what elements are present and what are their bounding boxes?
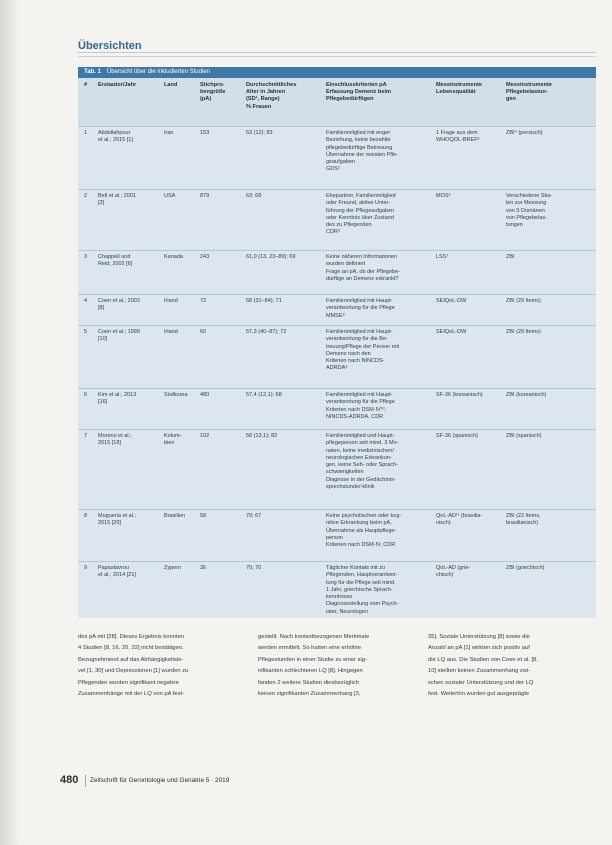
- row-age: 70; 67: [246, 513, 262, 519]
- row-burden: ZBI⁴ (persisch): [506, 130, 543, 136]
- row-country: USA: [164, 193, 176, 199]
- row-quality-of-life: QoL-AD (grie- chisch): [436, 565, 471, 579]
- row-author: Mugueria et al.; 2015 [20]: [98, 513, 136, 527]
- row-sample: 60: [200, 329, 207, 335]
- table-row: [78, 325, 596, 389]
- row-sample: 58: [200, 513, 207, 519]
- header-sample: Stichpro- bengröße (pA): [200, 82, 226, 103]
- row-country: Irland: [164, 298, 178, 304]
- row-num: 3: [84, 254, 88, 260]
- row-quality-of-life: SEIQoL-DW: [436, 298, 467, 304]
- row-criteria: Familienmitglied mit enger Beziehung, keine bezahlte pflegebedürftige Betreuung Übernahme der meisten Pfle- geaufgaben GDS²: [326, 130, 398, 173]
- header-num: #: [84, 82, 88, 88]
- row-criteria: Ehepartner, Familienmitglied oder Freund, aktive Unter- führung der Pflegeaufgaben oder Kenntnis über Zustand des zu Pflegenden CDR⁵: [326, 193, 396, 236]
- row-num: 5: [84, 329, 88, 335]
- body-column-1: des pA mit [28]. Dieses Ergebnis konnten 4 Studien [8, 16, 20, 32] nicht bestätigen. Bezugnehmend auf das Abhängigkeitsle- vel [1, 30] und Depressionen [1] wurden zu Pflegenden wurden signifikant negative Zusammenhänge mit der LQ von pA fest-: [78, 634, 189, 698]
- section-header: [78, 36, 596, 53]
- page-footer: [60, 774, 600, 788]
- row-quality-of-life: LSS⁷: [436, 254, 449, 260]
- row-age: 63; 68: [246, 193, 262, 199]
- row-num: 9: [84, 565, 88, 571]
- section-divider: [78, 56, 596, 57]
- table-row: [78, 189, 596, 251]
- row-criteria: Keine psychotischen oder kog- nitive Erkrankung beim pA, Übernahme als Hauptpflege- person Kriterien nach DSM-IV, CDR: [326, 513, 402, 549]
- row-burden: ZBI (29 Items): [506, 298, 541, 304]
- table-row: [78, 388, 596, 430]
- row-quality-of-life: SF-36 (koreanisch): [436, 392, 483, 398]
- table-row: [78, 250, 596, 295]
- row-burden: Verschiedene Ska- len zur Messung von 5 Domänen von Pflegebelas- tungen: [506, 193, 553, 229]
- row-country: Iran: [164, 130, 174, 136]
- row-author: Moreno et al.; 2015 [18]: [98, 433, 132, 447]
- table-caption-text: Übersicht über die inkludierten Studien: [106, 69, 210, 75]
- row-burden: ZBI: [506, 254, 515, 260]
- row-num: 1: [84, 130, 88, 136]
- row-burden: ZBI (koreanisch): [506, 392, 547, 398]
- row-criteria: Keine näheren Informationen wurden definiert Frage an pA, ob der Pflegebe- dürftige an Demenz erkrankt?: [326, 254, 400, 282]
- table-caption-label: Tab. 1: [84, 69, 101, 75]
- row-author: Kim et al.; 2013 [16]: [98, 392, 137, 406]
- row-num: 8: [84, 513, 88, 519]
- row-sample: 102: [200, 433, 210, 439]
- row-criteria: Familienmitglied mit Haupt- verantwortung für die Be- treuung/Pflege der Person mit Demenz nach den Kriterien nach NINCDS- ADRDA⁹: [326, 329, 400, 372]
- row-criteria: Familienmitglied und Haupt- pflegeperson seit mind. 3 Mo- naten, keine medizinischen/ neurologischen Erkrankun- gen, keine Seh- oder Sprach- schwierigkeiten Diagnose in der Gedächtnis- sprechstunde/-klinik: [326, 433, 399, 491]
- table-row: [78, 561, 596, 619]
- row-country: Irland: [164, 329, 178, 335]
- row-sample: 153: [200, 130, 210, 136]
- row-age: 58 (31–84); 71: [246, 298, 282, 304]
- table-caption: [78, 67, 596, 78]
- body-column-2: gestellt. Nach kontextbezogenen Merkmale werden ermittelt. So hatten eine erhöhte Pflegestunden in einer Studie zu einer sig- nifikanten schlechteren LQ [8]. Hingegen fanden 2 weitere Studien diesbezüglich keinen signifikanten Zusammenhang [3,: [258, 634, 370, 698]
- row-num: 7: [84, 433, 88, 439]
- row-author: Chappell und Reid; 2002 [6]: [98, 254, 133, 268]
- row-sample: 879: [200, 193, 210, 199]
- body-column-3: 35]. Soziale Unterstützung [8] sowie die Anzahl an pA [1] wirkten sich positiv auf die LQ aus. Die Studien von Coen et al. [8, 10] stellten keinen Zusammenhang zwi- schen sozialer Unterstützung und der LQ fest. Weiterhin wurden gut ausgeprägte: [428, 634, 538, 698]
- row-quality-of-life: 1 Frage aus dem WHOQOL-BREF³: [436, 130, 480, 144]
- row-quality-of-life: MOS⁶: [436, 193, 451, 199]
- row-burden: ZBI (griechisch): [506, 565, 545, 571]
- row-sample: 480: [200, 392, 210, 398]
- row-age: 58 (13,1); 82: [246, 433, 278, 439]
- row-quality-of-life: SEIQoL-DW: [436, 329, 467, 335]
- header-criteria: Einschlusskriterien pA Erfassung Demenz beim Pflegebedürftigen: [326, 82, 391, 103]
- row-age: 53 (12); 83: [246, 130, 273, 136]
- journal-citation: Zeitschrift für Gerontologie und Geriatrie 5 · 2019: [90, 777, 230, 784]
- page-edge-shadow: [0, 0, 20, 845]
- row-age: 70; 70: [246, 565, 262, 571]
- header-author: Erstautor/Jahr: [98, 82, 137, 88]
- row-author: Abdollahpour et al.; 2015 [1]: [98, 130, 133, 144]
- table-row: [78, 126, 596, 190]
- row-age: 57,4 (12,1); 68: [246, 392, 282, 398]
- row-author: Bell et al.; 2001 [3]: [98, 193, 136, 207]
- table-row: [78, 429, 596, 510]
- row-country: Brasilien: [164, 513, 186, 519]
- page-number: 480: [60, 774, 79, 786]
- row-burden: ZBI (29 Items): [506, 329, 541, 335]
- table-row: [78, 294, 596, 326]
- row-burden: ZBI (spanisch): [506, 433, 542, 439]
- row-criteria: Familienmitglied mit Haupt- verantwortung für die Pflege Kriterien nach DSM-IV¹⁰, NINCDS-ADRDA, CDR: [326, 392, 395, 420]
- row-country: Kolum- bien: [164, 433, 182, 447]
- row-num: 4: [84, 298, 88, 304]
- row-author: Papastavrou et al.; 2014 [21]: [98, 565, 136, 579]
- row-sample: 36: [200, 565, 207, 571]
- row-country: Südkorea: [164, 392, 188, 398]
- row-age: 57,3 (40–87); 72: [246, 329, 287, 335]
- row-num: 6: [84, 392, 88, 398]
- header-country: Land: [164, 82, 178, 88]
- row-criteria: Familienmitglied mit Haupt- verantwortung für die Pflege MMSE⁸: [326, 298, 395, 319]
- row-quality-of-life: SF-36 (spanisch): [436, 433, 478, 439]
- footer-divider: [85, 775, 86, 787]
- table-header: [78, 78, 596, 127]
- row-sample: 243: [200, 254, 210, 260]
- row-age: 61,0 (13, 23–89); 69: [246, 254, 296, 260]
- row-country: Kanada: [164, 254, 183, 260]
- row-author: Coen et al.; 2002 [8]: [98, 298, 140, 312]
- header-burden: Messinstrumente Pflegebelastun- gen: [506, 82, 553, 103]
- row-sample: 72: [200, 298, 207, 304]
- row-quality-of-life: QoL-AD¹¹ (brasilia- nisch): [436, 513, 483, 527]
- row-country: Zypern: [164, 565, 182, 571]
- section-title: Übersichten: [78, 40, 142, 52]
- header-quality-of-life: Messinstrumente Lebensqualität: [436, 82, 483, 96]
- row-author: Coen et al.; 1999 [10]: [98, 329, 140, 343]
- row-criteria: Täglicher Kontakt mit zu Pflegenden, Hauptverantwor- tung für die Pflege seit mind. 1 Jahr, griechische Sprach- kenntnisse Diagnosestellung vom Psych- iater, Neurologen: [326, 565, 399, 615]
- table-row: [78, 509, 596, 562]
- row-num: 2: [84, 193, 88, 199]
- studies-table: [78, 67, 596, 618]
- row-burden: ZBI (22 Items, brasilianisch): [506, 513, 541, 527]
- header-age: Durchschnittliches Alter in Jahren (SD¹, Range) % Frauen: [246, 82, 297, 110]
